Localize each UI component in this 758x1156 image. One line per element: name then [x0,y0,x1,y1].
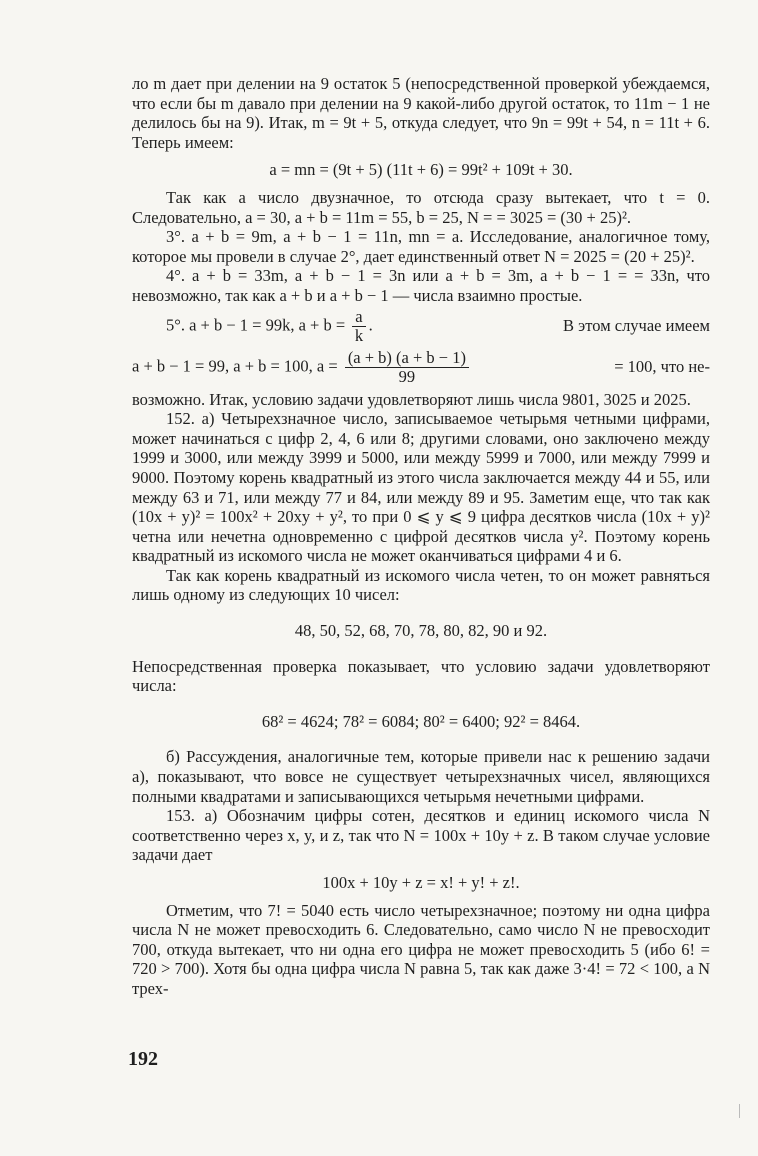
paragraph-problem-152b: б) Рассуждения, аналогичные тем, которые привели нас к решению задачи а), показывают, что вовсе не существует четырехзначных чисел, являющихся полными квадратами и записывающихся четырьмя нечетными цифрами. [132,747,710,806]
equation-a-mn: a = mn = (9t + 5) (11t + 6) = 99t² + 109t + 30. [269,160,573,180]
case-5-line-2 [132,349,710,386]
text-column [132,74,710,999]
case-5-line2-left: a + b − 1 = 99, a + b = 100, a = [132,355,338,375]
paragraph-conclusion: возможно. Итак, условию задачи удовлетворяют лишь числа 9801, 3025 и 2025. [132,389,691,409]
paragraph-continuation: ло m дает при делении на 9 остаток 5 (непосредственной проверкой убеждаемся, что если бы m давало при делении на 9 какой-либо другой остаток, то 11m − 1 не делилось бы на 9). Итак, m = 9t + 5, откуда следует, что 9n = 99t + 54, n = 11t + 6. Теперь имеем: [132,74,710,152]
paragraph-case-4: 4°. a + b = 33m, a + b − 1 = 3n или a + b = 3m, a + b − 1 = = 33n, что невозможно, так как a + b и a + b − 1 — числа взаимно простые. [132,266,710,305]
fraction-product-over-99 [345,349,469,386]
squares-equation: 68² = 4624; 78² = 6084; 80² = 6400; 92² = 8464. [261,711,581,731]
paragraph-problem-153a: 153. а) Обозначим цифры сотен, десятков и единиц искомого числа N соответственно через x, y, и z, так что N = 100x + 10y + z. В таком случае условие задачи дает [132,806,710,865]
fraction-denominator: 99 [398,366,416,386]
scan-edge-mark [739,1104,746,1118]
paragraph-factorial-bound: Отметим, что 7! = 5040 есть число четырехзначное; поэтому ни одна цифра числа N не может превосходить 6. Следовательно, само число N не превосходит 700, откуда вытекает, что ни одна его цифра не может превосходить 5 (ибо 6! = 720 > 700). Хотя бы одна цифра числа N равна 5, так как даже 3·4! = 72 < 100, а N трех- [132,900,710,998]
paragraph-direct-check: Непосредственная проверка показывает, что условию задачи удовлетворяют числа: [132,656,710,696]
page-number: 192 [128,1048,158,1070]
case-5-left: 5°. a + b − 1 = 99k, a + b = [166,314,346,334]
fraction-numerator: a [352,308,365,327]
case-5-right: В этом случае имеем [563,316,710,336]
list-of-ten-numbers: 48, 50, 52, 68, 70, 78, 80, 82, 90 и 92. [294,621,548,641]
equation-factorial-sum: 100x + 10y + z = x! + y! + z!. [322,873,520,892]
fraction-a-over-k [352,308,365,345]
fraction-numerator: (a + b) (a + b − 1) [345,349,469,368]
case-5-line: 5°. a + b − 1 = 99k, a + b = $\frac{a}{k}$ . В этом случае имеем [166,306,710,345]
paragraph-case-3: 3°. a + b = 9m, a + b − 1 = 11n, mn = a. Исследование, аналогичное тому, которое мы провели в случае 2°, дает единственный ответ N = 2025 = (20 + 25)². [132,227,710,266]
paragraph-t-zero: Так как a число двузначное, то отсюда сразу вытекает, что t = 0. Следовательно, a = 30, a + b = 11m = 55, b = 25, N = = 3025 = (30 + 25)². [132,187,710,227]
paragraph-even-root: Так как корень квадратный из искомого числа четен, то он может равняться лишь одному из следующих 10 чисел: [132,565,710,605]
fraction-denominator: k [354,325,364,345]
paragraph-problem-152a: 152. а) Четырехзначное число, записываемое четырьмя четными цифрами, может начинаться с цифр 2, 4, 6 или 8; другими словами, оно заключено между 1999 и 3000, или между 3999 и 5000, или между 5999 и 7000, или между 7999 и 9000. Поэтому корень квадратный из этого числа заключается между 44 и 55, или между 63 и 71, или между 77 и 84, или между 89 и 95. Заметим еще, что так как (10x + y)² = 100x² + 20xy + y², то при 0 ⩽ y ⩽ 9 цифра десятков числа (10x + y)² четна или нечетна одновременно с цифрой десятков числа y². Поэтому корень квадратный из искомого числа не может оканчиваться цифрами 4 и 6. [132,409,710,566]
case-5-line2-right: = 100, что не- [614,357,710,377]
